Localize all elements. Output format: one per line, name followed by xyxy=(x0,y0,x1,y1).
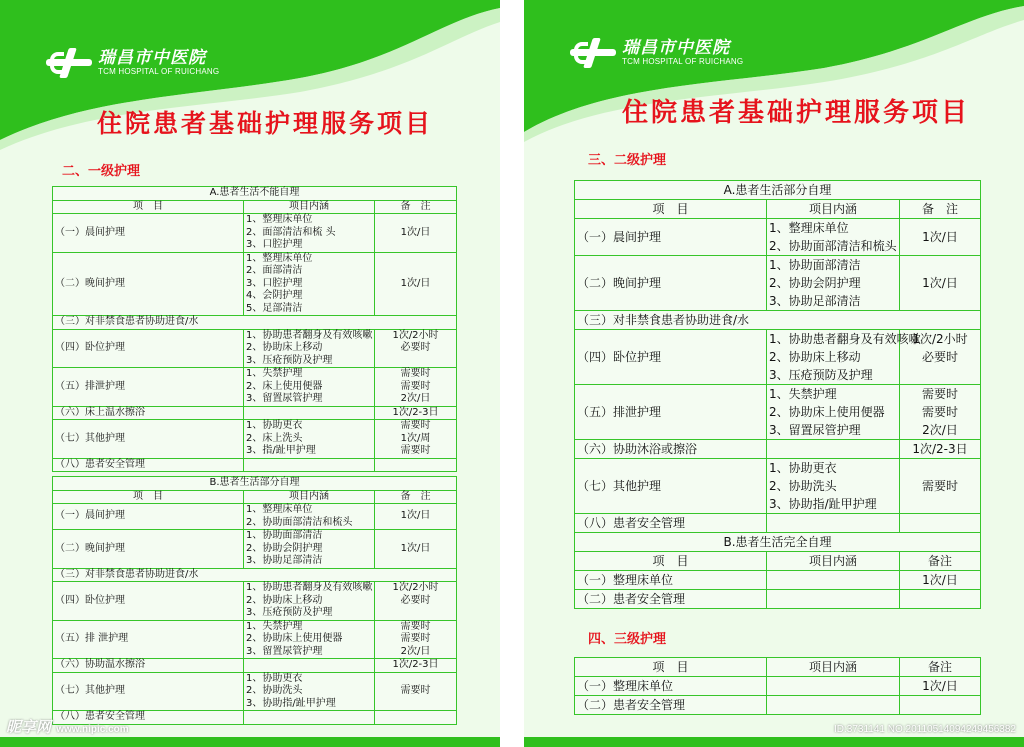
row-notes-line: 2次/日 xyxy=(400,645,431,657)
row-contents xyxy=(767,330,921,385)
row-contents xyxy=(767,571,900,590)
column-header: 备注 xyxy=(900,552,981,571)
row-contents-line: 3、留置尿管护理 xyxy=(246,645,323,657)
row-contents-line: 1、整理床单位 xyxy=(246,504,313,515)
row-contents-line xyxy=(246,711,372,724)
row-notes xyxy=(375,582,457,621)
row-contents xyxy=(244,711,375,725)
row-contents-line: 1、失禁护理 xyxy=(769,387,837,401)
row-notes-line: 必要时 xyxy=(400,594,431,606)
row-contents-line: 1、协助患者翻身及有效咳嗽 xyxy=(769,332,921,346)
row-notes: 1次/日 xyxy=(900,219,981,256)
row-notes xyxy=(900,514,981,533)
row-contents xyxy=(244,504,375,530)
column-header: 项 目 xyxy=(53,200,244,214)
row-notes xyxy=(900,677,981,696)
table-level1-a xyxy=(52,186,457,472)
row-contents-line: 1、协助更衣 xyxy=(246,672,303,684)
row-contents-line: 3、留置尿管护理 xyxy=(769,423,861,437)
row-contents-line: 3、压疮预防及护理 xyxy=(246,354,333,366)
row-item: （七）其他护理 xyxy=(53,420,244,459)
row-notes xyxy=(375,620,457,659)
table-row xyxy=(575,311,981,330)
row-contents-line: 2、协助床上使用便器 xyxy=(769,405,885,419)
row-item: （四）卧位护理 xyxy=(53,582,244,621)
row-contents-line: 1、整理床单位 xyxy=(246,214,313,225)
row-contents-line: 3、指/趾甲护理 xyxy=(246,445,316,456)
row-contents-line xyxy=(769,677,897,695)
row-contents-line: 1、协助更衣 xyxy=(769,461,837,475)
row-contents-line: 2、床上洗头 xyxy=(246,432,303,444)
row-contents-line: 2、协助床上移动 xyxy=(769,350,861,364)
row-contents xyxy=(767,219,900,256)
row-item: （二）晚间护理 xyxy=(53,252,244,316)
section-heading: 三、二级护理 xyxy=(588,153,667,168)
table-row xyxy=(575,219,981,256)
row-notes-line: 1次/2-3日 xyxy=(392,406,439,418)
table-row xyxy=(575,385,981,440)
row-contents xyxy=(767,590,900,609)
row-contents-line: 5、足部清洁 xyxy=(246,302,303,314)
row-item: （八）患者安全管理 xyxy=(53,711,244,725)
row-item: （三）对非禁食患者协助进食/水 xyxy=(53,568,457,582)
hospital-name-en: TCM HOSPITAL OF RUICHANG xyxy=(622,57,744,66)
row-item: （三）对非禁食患者协助进食/水 xyxy=(53,316,457,330)
row-item: （一）晨间护理 xyxy=(53,214,244,253)
row-contents xyxy=(767,514,900,533)
row-contents xyxy=(244,530,375,569)
row-item: （六）协助温水擦浴 xyxy=(53,659,244,673)
row-contents-line: 2、面部清洁 xyxy=(246,265,303,276)
column-header: 项 目 xyxy=(575,200,767,219)
row-contents xyxy=(244,406,375,420)
table-row xyxy=(575,677,981,696)
row-contents-line: 1、协助更衣 xyxy=(246,420,303,431)
row-item: （二）患者安全管理 xyxy=(575,590,767,609)
row-notes-line: 1次/2小时 xyxy=(392,329,439,341)
row-contents-line: 1、整理床单位 xyxy=(246,252,313,264)
table-row xyxy=(575,459,981,514)
row-notes xyxy=(375,711,457,725)
row-notes xyxy=(900,385,981,440)
row-contents-line: 3、协助足部清洁 xyxy=(246,555,323,566)
column-header: 项目内涵 xyxy=(244,490,375,504)
row-item: （二）晚间护理 xyxy=(53,530,244,569)
row-contents-line: 3、口腔护理 xyxy=(246,239,303,250)
row-contents-line: 1、协助患者翻身及有效咳嗽 xyxy=(246,329,373,341)
row-item: （一）晨间护理 xyxy=(53,504,244,530)
watermark: 昵享网 www.nipic.com xyxy=(6,718,129,736)
image-id-stamp: ID:3731141 NO:20110514094249456382 xyxy=(833,724,1016,735)
row-item: （五）排 泄护理 xyxy=(53,620,244,659)
table-row xyxy=(575,440,981,459)
row-item: （一）晨间护理 xyxy=(575,219,767,256)
row-contents-line: 2、协助会阴护理 xyxy=(769,276,861,290)
row-notes: 1次/日 xyxy=(375,504,457,530)
row-notes-line xyxy=(377,711,454,724)
row-notes xyxy=(375,659,457,673)
section-heading: 四、三级护理 xyxy=(588,632,667,647)
table-row xyxy=(53,568,457,582)
row-contents xyxy=(767,256,900,311)
row-contents xyxy=(767,677,900,696)
section-heading: 二、一级护理 xyxy=(62,164,141,179)
table-row xyxy=(53,504,457,530)
page-title: 住院患者基础护理服务项目 xyxy=(622,98,971,128)
row-item: （八）患者安全管理 xyxy=(575,514,767,533)
row-contents-line: 3、压疮预防及护理 xyxy=(246,607,333,618)
row-contents-line: 2、协助床上移动 xyxy=(246,594,323,606)
table-row xyxy=(53,582,457,621)
row-contents-line: 1、协助面部清洁 xyxy=(769,258,861,272)
row-contents xyxy=(767,385,900,440)
row-contents-line: 2、协助会阴护理 xyxy=(246,542,323,554)
row-item: （一）整理床单位 xyxy=(575,677,767,696)
row-notes-line: 必要时 xyxy=(400,342,431,353)
table-row xyxy=(575,590,981,609)
row-contents-line xyxy=(769,440,897,458)
hospital-name-cn: 瑞昌市中医院 xyxy=(98,48,206,68)
footer-band xyxy=(524,737,1024,747)
row-notes xyxy=(375,420,457,459)
row-notes xyxy=(375,406,457,420)
row-notes-line: 1次/2-3日 xyxy=(392,659,439,670)
footer-band xyxy=(0,737,500,747)
row-contents-line: 1、协助患者翻身及有效咳嗽 xyxy=(246,582,373,593)
row-contents-line: 1、失禁护理 xyxy=(246,620,303,632)
row-item: （五）排泄护理 xyxy=(575,385,767,440)
row-contents-line xyxy=(246,659,372,672)
row-notes: 需要时 xyxy=(900,459,981,514)
row-notes-line: 需要时 xyxy=(400,368,431,379)
table-row xyxy=(53,672,457,711)
left-page xyxy=(0,0,500,747)
row-notes xyxy=(375,368,457,407)
row-notes-line: 需要时 xyxy=(400,380,431,392)
row-item: （二）患者安全管理 xyxy=(575,696,767,715)
cross-logo-icon xyxy=(46,48,92,78)
row-item: （五）排泄护理 xyxy=(53,368,244,407)
column-header: 项目内涵 xyxy=(767,552,900,571)
row-item: （六）床上温水擦浴 xyxy=(53,406,244,420)
row-notes-line xyxy=(377,459,454,472)
row-contents-line: 3、协助足部清洁 xyxy=(769,294,861,308)
row-item: （六）协助沐浴或擦浴 xyxy=(575,440,767,459)
row-notes: 1次/日 xyxy=(900,256,981,311)
row-contents-line: 2、协助床上使用便器 xyxy=(246,633,343,644)
row-notes xyxy=(375,329,457,368)
table-caption: B.患者生活部分自理 xyxy=(53,477,457,491)
table-level3 xyxy=(574,657,981,715)
cross-logo-icon xyxy=(570,38,616,68)
row-notes-line: 需要时 xyxy=(921,387,958,401)
row-contents-line xyxy=(769,514,897,532)
table-row xyxy=(575,330,981,385)
table-row xyxy=(53,420,457,459)
row-notes-line: 1次/2-3日 xyxy=(912,442,968,456)
row-contents xyxy=(767,459,900,514)
row-contents xyxy=(244,582,375,621)
row-notes-line: 2次/日 xyxy=(400,393,431,404)
table-row xyxy=(575,696,981,715)
column-header: 备 注 xyxy=(900,200,981,219)
row-contents xyxy=(244,659,375,673)
row-contents-line: 2、面部清洁和梳 头 xyxy=(246,226,336,238)
row-contents xyxy=(244,458,375,472)
row-notes-line: 1次/2小时 xyxy=(392,582,439,593)
table-row xyxy=(53,406,457,420)
row-notes-line: 2次/日 xyxy=(922,423,958,437)
row-contents-line: 3、协助指/趾甲护理 xyxy=(246,697,336,709)
row-contents-line: 3、口腔护理 xyxy=(246,277,303,289)
column-header: 项 目 xyxy=(575,658,767,677)
page-title: 住院患者基础护理服务项目 xyxy=(97,109,434,138)
row-contents xyxy=(244,252,375,316)
row-item: （四）卧位护理 xyxy=(53,329,244,368)
column-header: 项 目 xyxy=(53,490,244,504)
row-notes: 1次/日 xyxy=(375,252,457,316)
row-contents-line: 2、床上使用便器 xyxy=(246,380,323,392)
table-row xyxy=(53,620,457,659)
row-contents-line: 1、失禁护理 xyxy=(246,368,303,379)
table-row xyxy=(575,514,981,533)
row-contents-line: 3、协助指/趾甲护理 xyxy=(769,497,877,511)
row-contents-line xyxy=(769,696,897,714)
column-header: 备 注 xyxy=(375,490,457,504)
table-row xyxy=(575,571,981,590)
row-contents-line: 1、协助面部清洁 xyxy=(246,530,323,541)
row-contents xyxy=(767,440,900,459)
row-notes-line xyxy=(902,514,978,532)
row-item: （七）其他护理 xyxy=(575,459,767,514)
table-caption: B.患者生活完全自理 xyxy=(575,533,981,552)
hospital-logo xyxy=(46,48,219,78)
row-notes: 需要时 xyxy=(375,672,457,711)
row-item: （一）整理床单位 xyxy=(575,571,767,590)
row-contents-line: 2、协助面部清洁和梳头 xyxy=(246,516,353,528)
row-notes xyxy=(900,590,981,609)
column-header: 项目内涵 xyxy=(767,200,900,219)
column-header: 备 注 xyxy=(375,200,457,214)
row-contents xyxy=(244,368,375,407)
row-item: （七）其他护理 xyxy=(53,672,244,711)
row-contents-line: 3、留置尿管护理 xyxy=(246,393,323,404)
row-contents-line: 3、压疮预防及护理 xyxy=(769,368,873,382)
table-level2-a xyxy=(574,180,981,609)
table-row xyxy=(53,252,457,316)
row-notes-line: 需要时 xyxy=(400,620,431,632)
hospital-name-en: TCM HOSPITAL OF RUICHANG xyxy=(98,67,220,76)
row-contents xyxy=(244,672,375,711)
table-row xyxy=(53,458,457,472)
column-header: 项 目 xyxy=(575,552,767,571)
row-notes-line: 需要时 xyxy=(921,405,958,419)
row-notes-line xyxy=(377,355,454,368)
table-level1-b xyxy=(52,476,457,725)
row-contents xyxy=(244,420,375,459)
table-row xyxy=(53,316,457,330)
row-item: （三）对非禁食患者协助进食/水 xyxy=(575,311,981,330)
row-notes-line: 需要时 xyxy=(400,420,431,431)
column-header: 项目内涵 xyxy=(244,200,375,214)
row-notes-line: 需要时 xyxy=(400,633,431,644)
hospital-logo xyxy=(570,38,743,68)
row-notes: 1次/日 xyxy=(900,571,981,590)
row-contents-line xyxy=(246,407,372,420)
row-contents-line: 2、协助面部清洁和梳头 xyxy=(769,239,897,253)
hospital-name-cn: 瑞昌市中医院 xyxy=(622,38,730,58)
row-contents-line: 1、整理床单位 xyxy=(769,221,849,235)
table-row xyxy=(53,214,457,253)
row-notes-line: 1次/2小时 xyxy=(912,332,968,346)
row-item: （八）患者安全管理 xyxy=(53,458,244,472)
row-notes-line: 需要时 xyxy=(400,445,431,456)
row-notes xyxy=(375,458,457,472)
row-item: （二）晚间护理 xyxy=(575,256,767,311)
row-notes xyxy=(900,440,981,459)
right-page xyxy=(524,0,1024,747)
row-notes-line xyxy=(902,366,978,384)
row-contents xyxy=(767,696,900,715)
table-row xyxy=(53,530,457,569)
row-notes-line: 1次/日 xyxy=(922,679,958,693)
row-contents-line: 4、会阴护理 xyxy=(246,290,303,301)
table-row xyxy=(53,329,457,368)
row-notes-line: 必要时 xyxy=(921,350,958,364)
row-contents xyxy=(244,214,375,253)
row-contents xyxy=(244,329,375,368)
table-row xyxy=(575,256,981,311)
row-contents-line: 2、协助洗头 xyxy=(769,479,837,493)
row-notes-line: 1次/周 xyxy=(400,432,431,444)
row-notes xyxy=(900,696,981,715)
row-contents-line: 2、协助床上移动 xyxy=(246,342,323,353)
row-contents-line: 2、协助洗头 xyxy=(246,685,303,696)
row-notes-line xyxy=(377,607,454,620)
table-caption: A.患者生活部分自理 xyxy=(575,181,981,200)
row-notes: 1次/日 xyxy=(375,530,457,569)
row-item: （四）卧位护理 xyxy=(575,330,767,385)
row-contents xyxy=(244,620,375,659)
table-caption: A.患者生活不能自理 xyxy=(53,187,457,201)
row-notes: 1次/日 xyxy=(375,214,457,253)
row-notes xyxy=(900,330,981,385)
row-notes-line xyxy=(902,696,978,714)
row-contents-line xyxy=(246,459,372,472)
column-header: 项目内涵 xyxy=(767,658,900,677)
column-header: 备注 xyxy=(900,658,981,677)
table-row xyxy=(53,368,457,407)
table-row xyxy=(53,659,457,673)
